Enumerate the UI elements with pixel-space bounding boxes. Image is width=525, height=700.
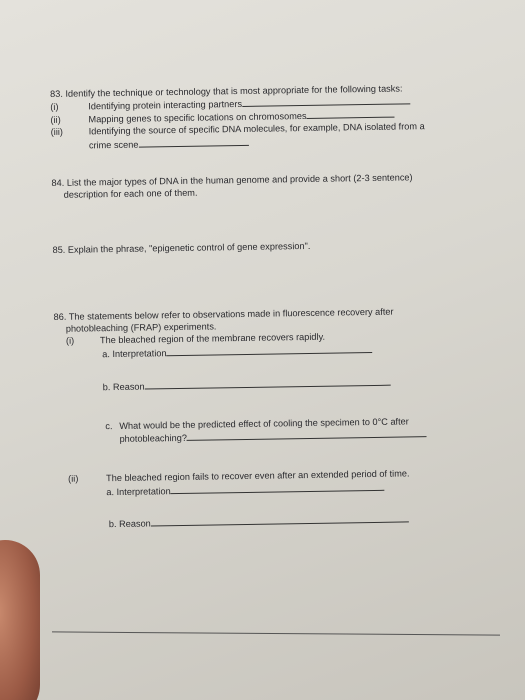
answer-blank[interactable] xyxy=(171,481,385,494)
q86-i-cooling: c. What would be the predicted effect of cooling the specimen to 0°C after xyxy=(105,416,409,432)
q86-part-ii: (ii) The bleached region fails to recover even after an extended period of time. xyxy=(68,468,410,484)
q86-i-cooling-cont: photobleaching? xyxy=(119,427,427,445)
q86-ii-interpretation: a. Interpretation xyxy=(106,481,385,498)
question-86-cont: photobleaching (FRAP) experiments. xyxy=(65,321,217,334)
page-bottom-rule xyxy=(52,631,500,635)
q83-item-iii: (iii) Identifying the source of specific DNA molecules, for example, DNA isolated from a xyxy=(50,121,425,137)
q83-item-i: (i) Identifying protein interacting partners xyxy=(50,94,410,113)
question-prompt: Identify the technique or technology that is most appropriate for the following tasks: xyxy=(65,83,403,99)
q83-item-ii: (ii) Mapping genes to specific locations on chromosomes xyxy=(50,108,394,126)
answer-blank[interactable] xyxy=(242,94,410,107)
question-86: 86. The statements below refer to observations made in fluorescence recovery after xyxy=(53,306,394,322)
finger xyxy=(0,540,40,700)
answer-blank[interactable] xyxy=(138,136,248,148)
answer-blank[interactable] xyxy=(166,343,372,356)
question-content xyxy=(50,81,470,530)
q86-i-reason: b. Reason xyxy=(103,376,391,394)
q86-i-interpretation: a. Interpretation xyxy=(102,343,373,360)
question-85: 85. Explain the phrase, "epigenetic control of gene expression". xyxy=(52,240,311,255)
q86-ii-reason: b. Reason xyxy=(109,512,409,530)
question-number: 83. xyxy=(50,88,63,99)
answer-blank[interactable] xyxy=(306,108,394,119)
q83-item-iii-cont: crime scene xyxy=(89,136,249,152)
q86-part-i: (i) The bleached region of the membrane recovers rapidly. xyxy=(65,331,326,346)
question-84: 84. List the major types of DNA in the human genome and provide a short (2-3 sentence) xyxy=(51,172,413,188)
answer-blank[interactable] xyxy=(144,376,390,390)
answer-blank[interactable] xyxy=(151,512,409,526)
question-84-cont: description for each one of them. xyxy=(63,187,198,200)
